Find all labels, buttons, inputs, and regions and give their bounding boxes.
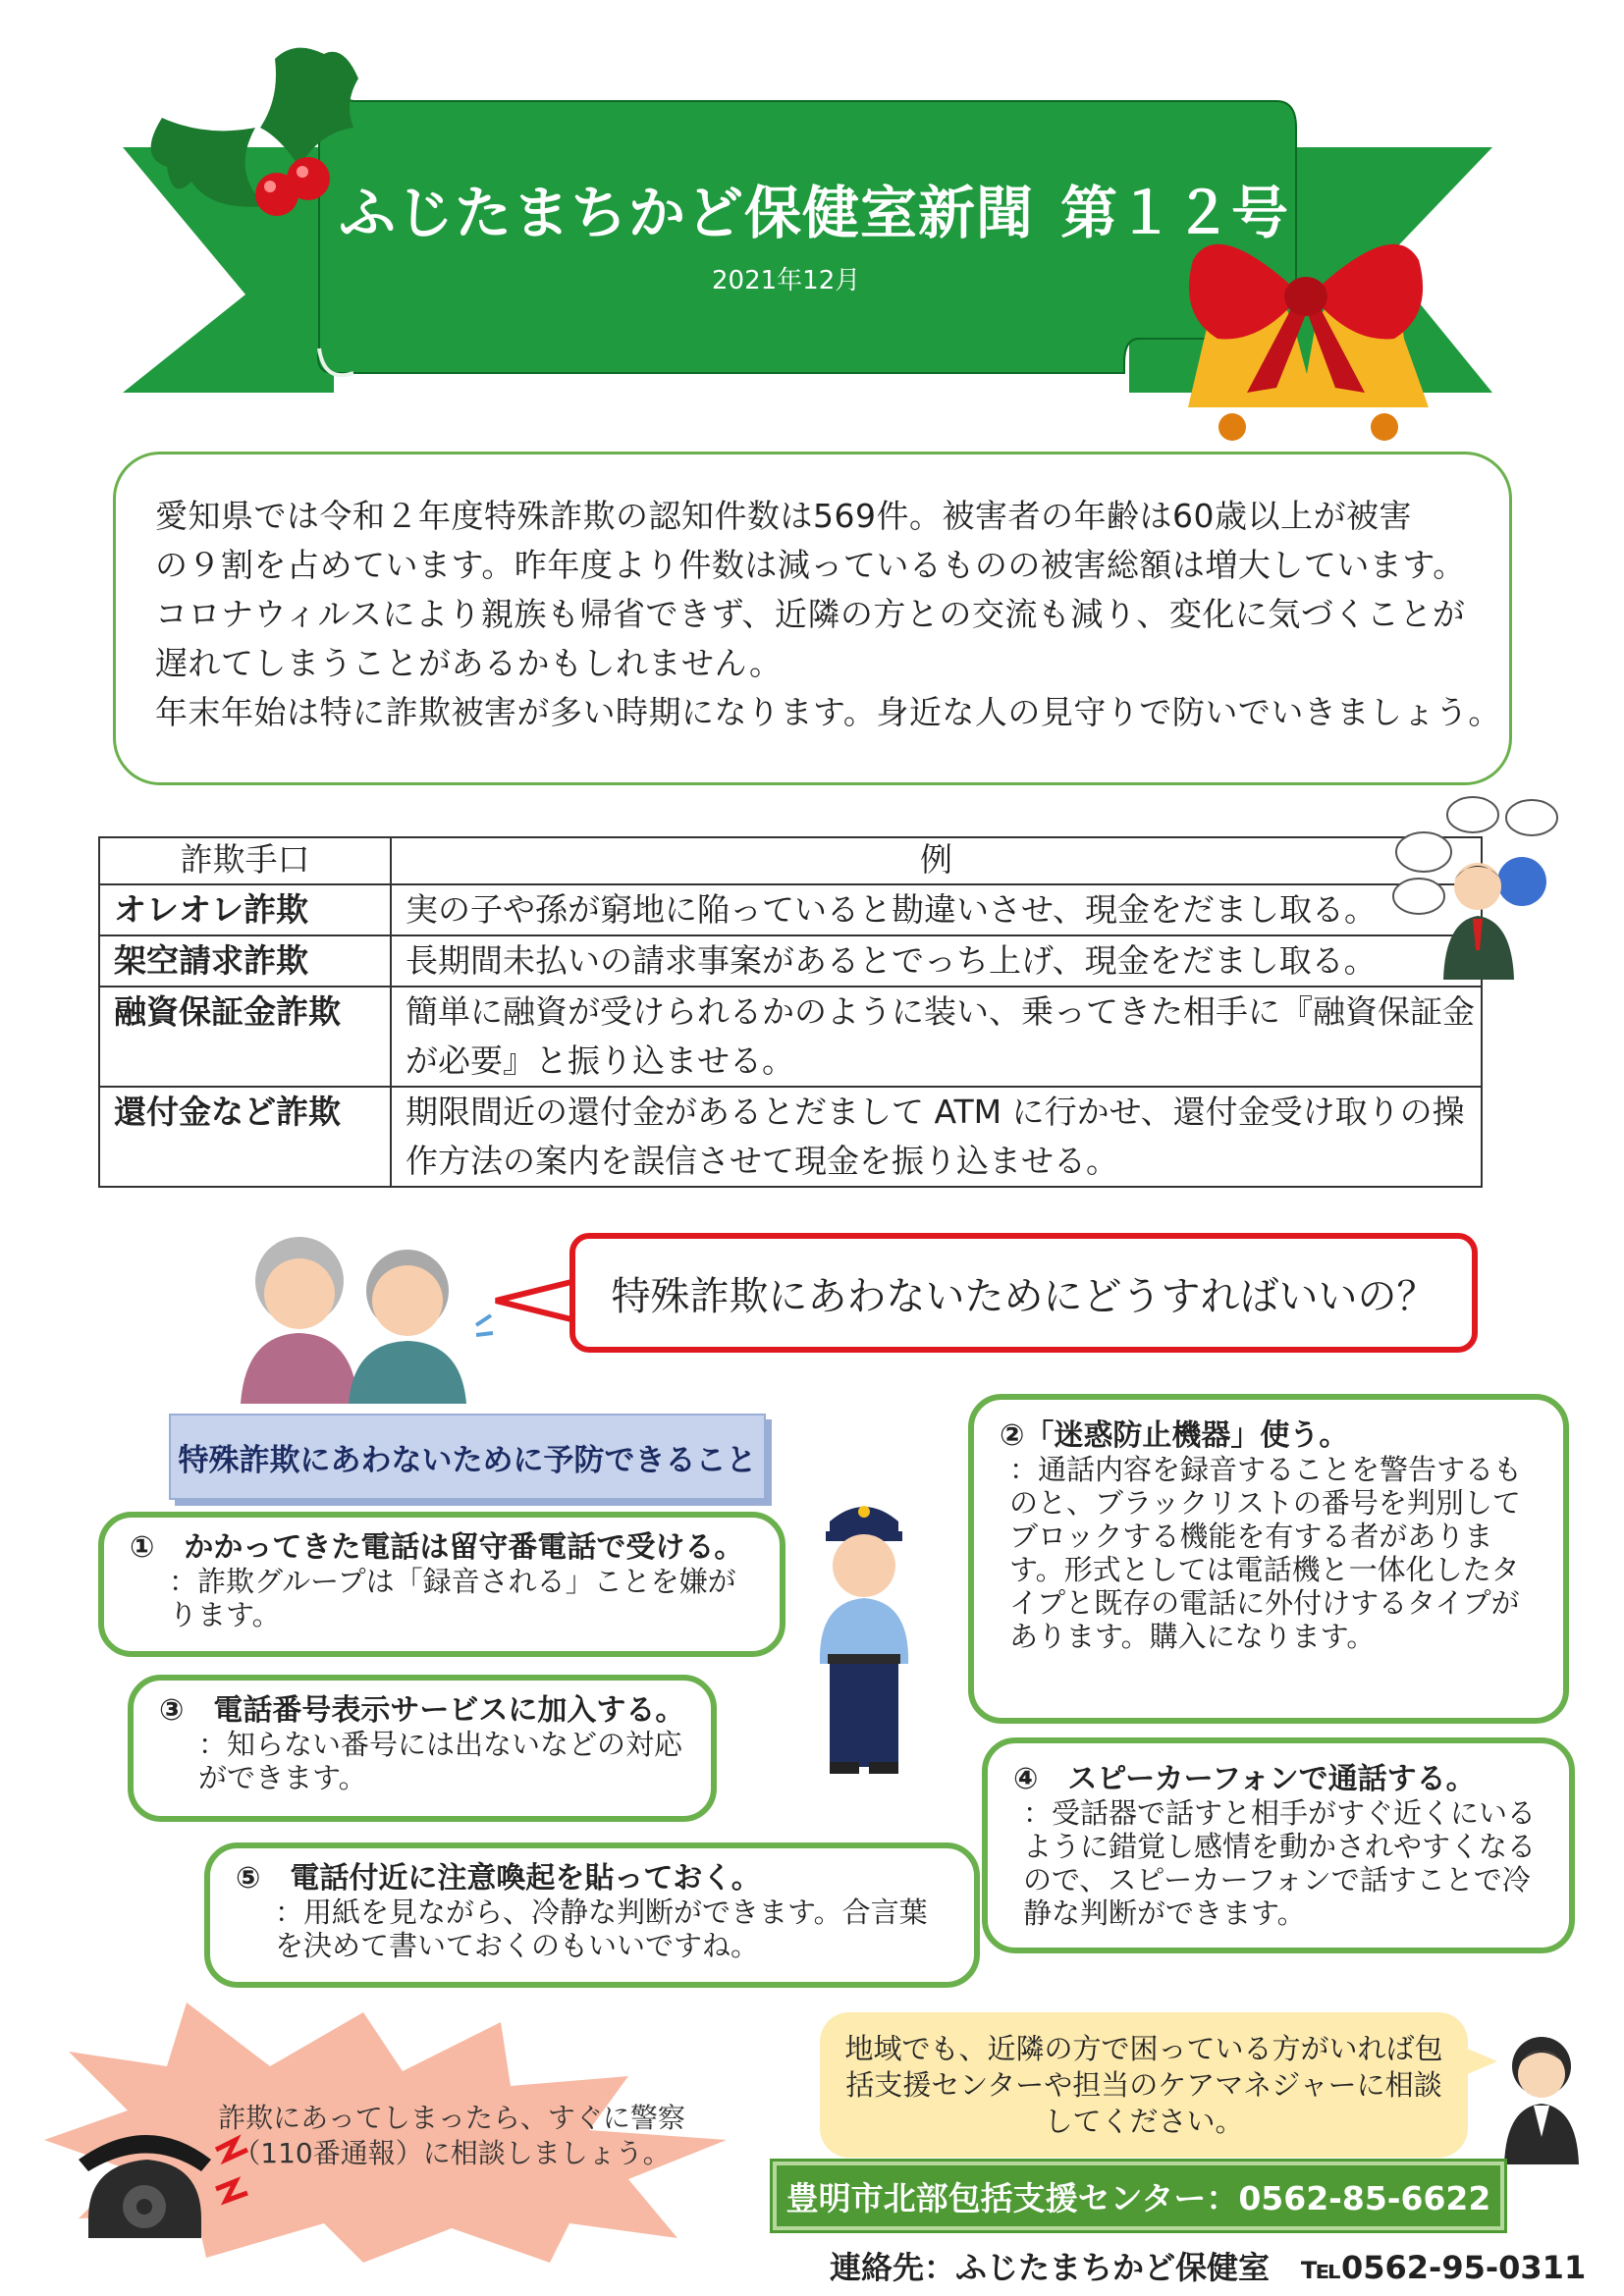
tip-heading: ②「迷惑防止機器」使う。	[1000, 1418, 1349, 1453]
intro-line: 遅れてしまうことがあるかもしれません。	[155, 644, 783, 682]
emergency-message: 詐欺にあってしまったら、すぐに警察（110番通報）に相談しましょう。	[218, 2102, 685, 2169]
tip-heading: ③ 電話番号表示サービスに加入する。	[159, 1693, 685, 1728]
tip-heading: ⑤ 電話付近に注意喚起を貼っておく。	[236, 1861, 761, 1896]
fraud-example: 期限間近の還付金があるとだまして ATM に行かせ、還付金受け取りの操作方法の案内を誤信させて現金を振り込ませる。	[391, 1087, 1482, 1187]
intro-box	[113, 452, 1512, 785]
police-officer-icon	[800, 1492, 928, 1777]
intro-line: 年末年始は特に詐欺被害が多い時期になります。身近な人の見守りで防いでいきましょう。	[155, 693, 1501, 731]
fraud-type: オレオレ詐欺	[99, 884, 391, 935]
table-row	[99, 884, 1482, 935]
intro-line: の９割を占めています。昨年度より件数は減っているものの被害総額は増大しています。	[155, 546, 1466, 584]
fraud-type: 還付金など詐欺	[99, 1087, 391, 1187]
tip-body: ：通話内容を録音することを警告するものと、ブラックリストの番号を判別してブロックする機能を有する者があります。形式としては電話機と一体化したタイプと既存の電話に外付けするタイプがあります。購入になります。	[1009, 1453, 1523, 1653]
tip-speakerphone	[982, 1737, 1575, 1953]
column-header-method: 詐欺手口	[99, 837, 391, 884]
advice-message: 地域でも、近隣の方で困っている方がいれば包括支援センターや担当のケアマネジャーに相談してください。	[820, 2012, 1468, 2158]
contact-line: 連絡先：ふじたまちかど保健室 ℡0562-95-0311	[830, 2249, 1587, 2286]
fraud-type: 融資保証金詐欺	[99, 987, 391, 1087]
tip-heading: ① かかってきた電話は留守番電話で受ける。	[130, 1530, 744, 1565]
support-center-banner: 豊明市北部包括支援センター：0562-85-6622	[773, 2162, 1504, 2230]
tip-body: ：詐欺グループは「録音される」ことを嫌がります。	[169, 1565, 736, 1631]
table-header-row	[99, 837, 1482, 884]
column-header-example: 例	[391, 837, 1482, 884]
issue-date: 2021年12月	[712, 266, 861, 295]
tip-voicemail	[98, 1512, 785, 1657]
tip-caller-id	[128, 1675, 717, 1822]
tip-nuisance-device	[968, 1394, 1569, 1724]
fraud-example: 実の子や孫が窮地に陥っていると勘違いさせ、現金をだまし取る。	[391, 884, 1482, 935]
tip-body: ：用紙を見ながら、冷静な判断ができます。合言葉を決めて書いておくのもいいですね。	[275, 1896, 928, 1962]
scammer-illustration-icon	[1375, 793, 1571, 989]
fraud-methods-table	[98, 836, 1483, 1188]
intro-line: 愛知県では令和２年度特殊詐欺の認知件数は569件。被害者の年齢は60歳以上が被害	[155, 497, 1412, 535]
tip-heading: ④ スピーカーフォンで通話する。	[1013, 1762, 1476, 1796]
question-bubble: 特殊詐欺にあわないためにどうすればいいの？	[569, 1233, 1478, 1353]
newsletter-title: ふじたまちかど保健室新聞	[339, 180, 1035, 246]
fraud-example: 長期間未払いの請求事案があるとでっち上げ、現金をだまし取る。	[391, 935, 1482, 987]
fraud-example: 簡単に融資が受けられるかのように装い、乗ってきた相手に『融資保証金が必要』と振り込ませる。	[391, 987, 1482, 1087]
bubble-tail	[491, 1276, 579, 1325]
intro-line: コロナウィルスにより親族も帰省できず、近隣の方との交流も減り、変化に気づくことが	[155, 595, 1466, 633]
elderly-couple-icon	[226, 1217, 520, 1404]
tip-body: ：受話器で話すと相手がすぐ近くにいるように錯覚し感情を動かされやすくなるので、スピーカーフォンで話すことで冷静な判断ができます。	[1023, 1796, 1537, 1930]
tip-warning-notice	[204, 1842, 980, 1988]
table-row	[99, 935, 1482, 987]
prevention-label: 特殊詐欺にあわないために予防できること	[169, 1414, 766, 1500]
issue-number: 第１２号	[1060, 180, 1289, 246]
table-row	[99, 987, 1482, 1087]
care-worker-icon	[1492, 2027, 1591, 2164]
tip-body: ：知らない番号には出ないなどの対応ができます。	[198, 1728, 683, 1794]
fraud-type: 架空請求詐欺	[99, 935, 391, 987]
table-row	[99, 1087, 1482, 1187]
